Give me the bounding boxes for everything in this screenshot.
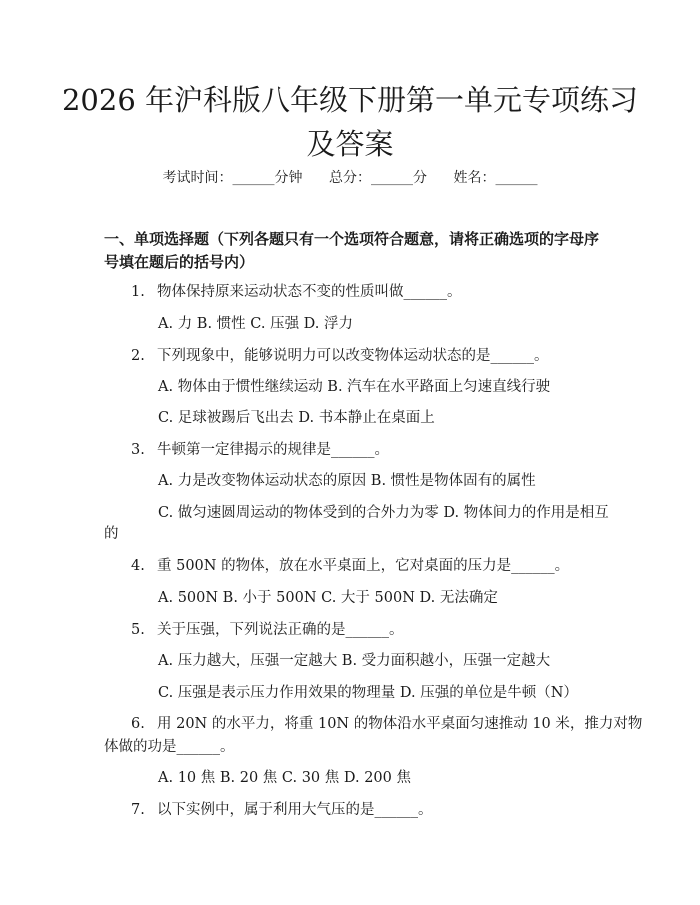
question-number: 7. bbox=[131, 802, 145, 818]
question-5-options-cd: C. 压强是表示压力作用效果的物理量 D. 压强的单位是牛顿（N） bbox=[158, 685, 578, 701]
question-number: 2. bbox=[131, 348, 145, 364]
question-5 bbox=[131, 620, 404, 640]
question-number: 4. bbox=[131, 558, 145, 574]
title-line-1: 2026 年沪科版八年级下册第一单元专项练习 bbox=[61, 83, 639, 117]
question-number: 5. bbox=[131, 622, 145, 638]
question-2-options-cd: C. 足球被踢后飞出去 D. 书本静止在桌面上 bbox=[158, 410, 435, 426]
question-7 bbox=[131, 800, 433, 820]
question-2-options-ab: A. 物体由于惯性继续运动 B. 汽车在水平路面上匀速直线行驶 bbox=[158, 379, 551, 395]
question-6-options: A. 10 焦 B. 20 焦 C. 30 焦 D. 200 焦 bbox=[158, 770, 411, 786]
question-3-options-continued: 的 bbox=[104, 526, 119, 542]
question-text: 物体保持原来运动状态不变的性质叫做______。 bbox=[157, 284, 462, 300]
question-number: 6. bbox=[131, 716, 145, 732]
question-2 bbox=[131, 346, 549, 366]
question-3 bbox=[131, 440, 389, 460]
question-text: 重 500N 的物体，放在水平桌面上，它对桌面的压力是______。 bbox=[157, 558, 570, 574]
question-6-text-continued: 体做的功是______。 bbox=[104, 739, 235, 755]
question-3-options-ab: A. 力是改变物体运动状态的原因 B. 惯性是物体固有的属性 bbox=[158, 473, 536, 489]
title-line-2: 及答案 bbox=[306, 127, 394, 161]
exam-meta bbox=[0, 168, 700, 188]
question-4 bbox=[131, 556, 569, 576]
question-text: 下列现象中，能够说明力可以改变物体运动状态的是______。 bbox=[157, 348, 549, 364]
question-text: 以下实例中，属于利用大气压的是______。 bbox=[157, 802, 433, 818]
question-5-options-ab: A. 压力越大，压强一定越大 B. 受力面积越小，压强一定越大 bbox=[158, 653, 551, 669]
section-heading: 一、单项选择题（下列各题只有一个选项符合题意，请将正确选项的字母序号填在题后的括号内） bbox=[104, 230, 600, 271]
question-number: 3. bbox=[131, 442, 145, 458]
question-1-options: A. 力 B. 惯性 C. 压强 D. 浮力 bbox=[158, 316, 354, 332]
page-title bbox=[60, 78, 640, 166]
exam-score: 总分：______分 bbox=[329, 170, 427, 186]
question-text: 关于压强，下列说法正确的是______。 bbox=[157, 622, 404, 638]
question-4-options: A. 500N B. 小于 500N C. 大于 500N D. 无法确定 bbox=[158, 590, 498, 606]
question-6 bbox=[131, 714, 642, 734]
student-name: 姓名：______ bbox=[453, 170, 538, 186]
question-number: 1. bbox=[131, 284, 145, 300]
question-text: 用 20N 的水平力，将重 10N 的物体沿水平桌面匀速推动 10 米，推力对物 bbox=[157, 716, 643, 732]
question-text: 牛顿第一定律揭示的规律是______。 bbox=[157, 442, 389, 458]
exam-time: 考试时间：______分钟 bbox=[162, 170, 303, 186]
question-1 bbox=[131, 282, 462, 302]
question-3-options-cd: C. 做匀速圆周运动的物体受到的合外力为零 D. 物体间力的作用是相互 bbox=[158, 505, 609, 521]
